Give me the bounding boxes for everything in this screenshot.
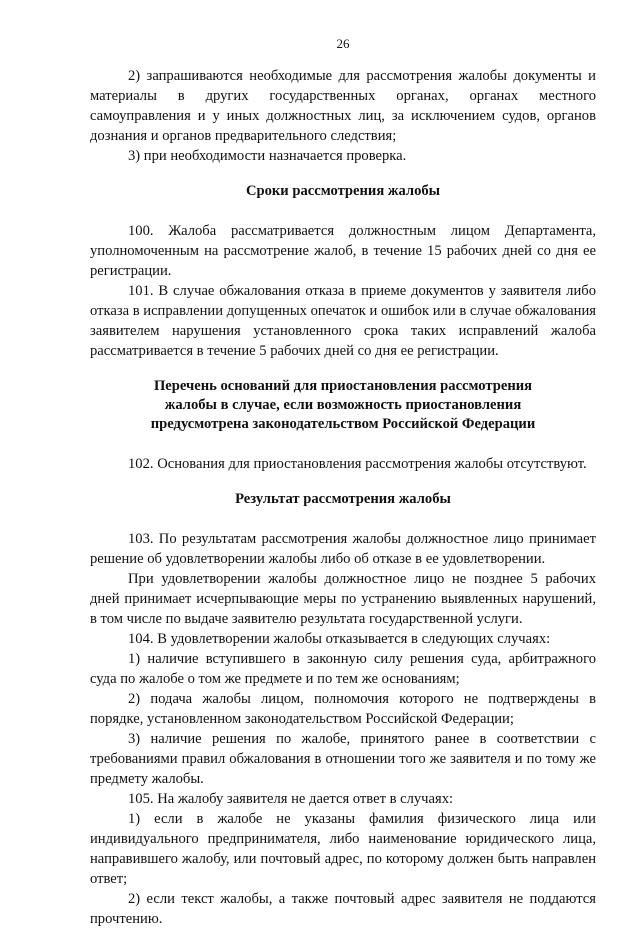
paragraph: 104. В удовлетворении жалобы отказывается в следующих случаях: <box>128 631 551 647</box>
paragraph: 1) наличие вступившего в законную силу решения суда, арбитражного суда по жалобе о том же предмете и по тем же основаниям; <box>90 651 596 687</box>
heading-line: Перечень оснований для приостановления рассмотрения <box>153 378 533 394</box>
paragraph: 1) если в жалобе не указаны фамилия физического лица или индивидуального предпринимателя, либо наименование юридического лица, направившего жалобу, или почтовый адрес, по которому должен быть направлен ответ; <box>90 811 596 887</box>
heading-line: жалобы в случае, если возможность приостановления <box>164 397 522 413</box>
document-page <box>90 34 596 929</box>
paragraph: 105. На жалобу заявителя не дается ответ в случаях: <box>128 791 454 807</box>
paragraph: 100. Жалоба рассматривается должностным лицом Департамента, уполномоченным на рассмотрение жалоб, в течение 15 рабочих дней со дня ее регистрации. <box>90 223 596 279</box>
section-heading-review-terms: Сроки рассмотрения жалобы <box>245 183 441 199</box>
paragraph: 3) наличие решения по жалобе, принятого ранее в соответствии с требованиями правил обжалования в отношении того же заявителя и по тому же предмету жалобы. <box>90 731 596 787</box>
heading-line: предусмотрена законодательством Российской Федерации <box>150 416 536 432</box>
paragraph: 2) запрашиваются необходимые для рассмотрения жалобы документы и материалы в других государственных органах, органах местного самоуправления и у иных должностных лиц, за исключением судов, органов дознания и органов предварительного следствия; <box>90 68 596 144</box>
paragraph: 3) при необходимости назначается проверка. <box>128 148 407 164</box>
section-heading-suspension <box>90 377 596 434</box>
paragraph: 101. В случае обжалования отказа в приеме документов у заявителя либо отказа в исправлении допущенных опечаток и ошибок или в случае обжалования заявителем нарушения установленного срока таких исправлений жалоба рассматривается в течение 5 рабочих дней со дня ее регистрации. <box>90 283 596 359</box>
section-heading-review-result: Результат рассмотрения жалобы <box>235 491 451 507</box>
paragraph: 2) подача жалобы лицом, полномочия которого не подтверждены в порядке, установленном законодательством Российской Федерации; <box>90 691 596 727</box>
paragraph: 102. Основания для приостановления рассмотрения жалобы отсутствуют. <box>128 456 587 472</box>
paragraph: 2) если текст жалобы, а также почтовый адрес заявителя не поддаются прочтению. <box>90 891 596 927</box>
paragraph: При удовлетворении жалобы должностное лицо не позднее 5 рабочих дней принимает исчерпывающие меры по устранению выявленных нарушений, в том числе по выдаче заявителю результата государственной услуги. <box>90 571 596 627</box>
page-number: 26 <box>336 36 350 51</box>
paragraph: 103. По результатам рассмотрения жалобы должностное лицо принимает решение об удовлетворении жалобы либо об отказе в ее удовлетворении. <box>90 531 596 567</box>
